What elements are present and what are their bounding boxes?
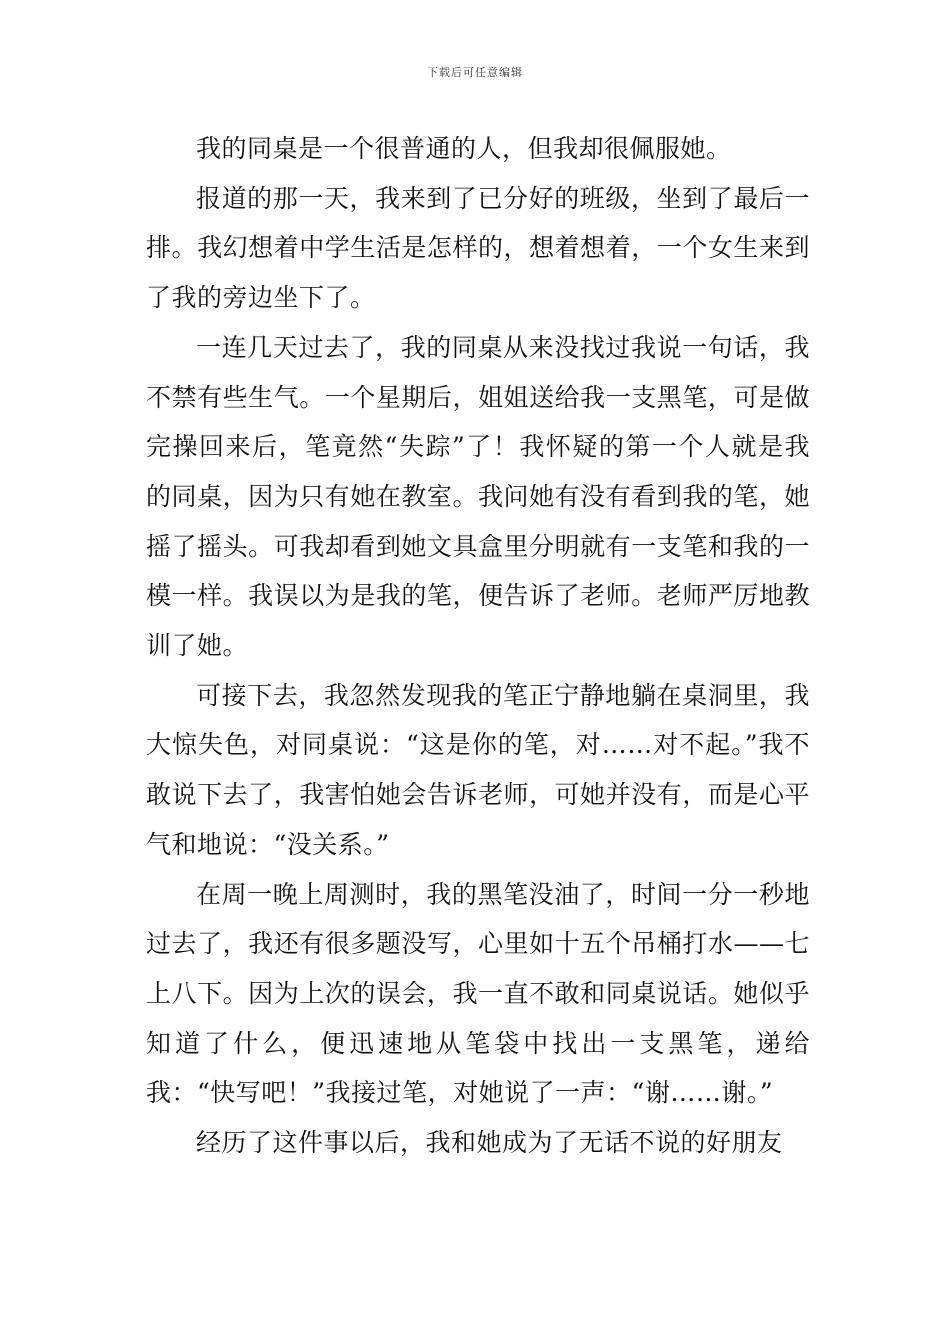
paragraph-5: 在周一晚上周测时，我的黑笔没油了，时间一分一秒地过去了，我还有很多题没写，心里如十五个吊桶打水——七上八下。因为上次的误会，我一直不敢和同桌说话。她似乎知道了什么，便迅速地从笔袋中找出一支黑笔，递给我：“快写吧！”我接过笔，对她说了一声：“谢……谢。” [146, 879, 810, 1108]
page-header: 下载后可任意编辑 [427, 66, 523, 79]
paragraph-4: 可接下去，我忽然发现我的笔正宁静地躺在桌洞里，我大惊失色，对同桌说：“这是你的笔，对……对不起。”我不敢说下去了，我害怕她会告诉老师，可她并没有，而是心平气和地说：“没关系。” [146, 680, 810, 859]
paragraph-1: 我的同桌是一个很普通的人，但我却很佩服她。 [196, 134, 732, 163]
document-body [146, 124, 810, 1168]
paragraph-6: 经历了这件事以后，我和她成为了无话不说的好朋友 [196, 1128, 783, 1158]
paragraph-2: 报道的那一天，我来到了已分好的班级，坐到了最后一排。我幻想着中学生活是怎样的，想着想着，一个女生来到了我的旁边坐下了。 [146, 183, 810, 313]
paragraph-3: 一连几天过去了，我的同桌从来没找过我说一句话，我不禁有些生气。一个星期后，姐姐送给我一支黑笔，可是做完操回来后，笔竟然“失踪”了！我怀疑的第一个人就是我的同桌，因为只有她在教室。我问她有没有看到我的笔，她摇了摇头。可我却看到她文具盒里分明就有一支笔和我的一模一样。我误以为是我的笔，便告诉了老师。老师严厉地教训了她。 [146, 332, 810, 661]
